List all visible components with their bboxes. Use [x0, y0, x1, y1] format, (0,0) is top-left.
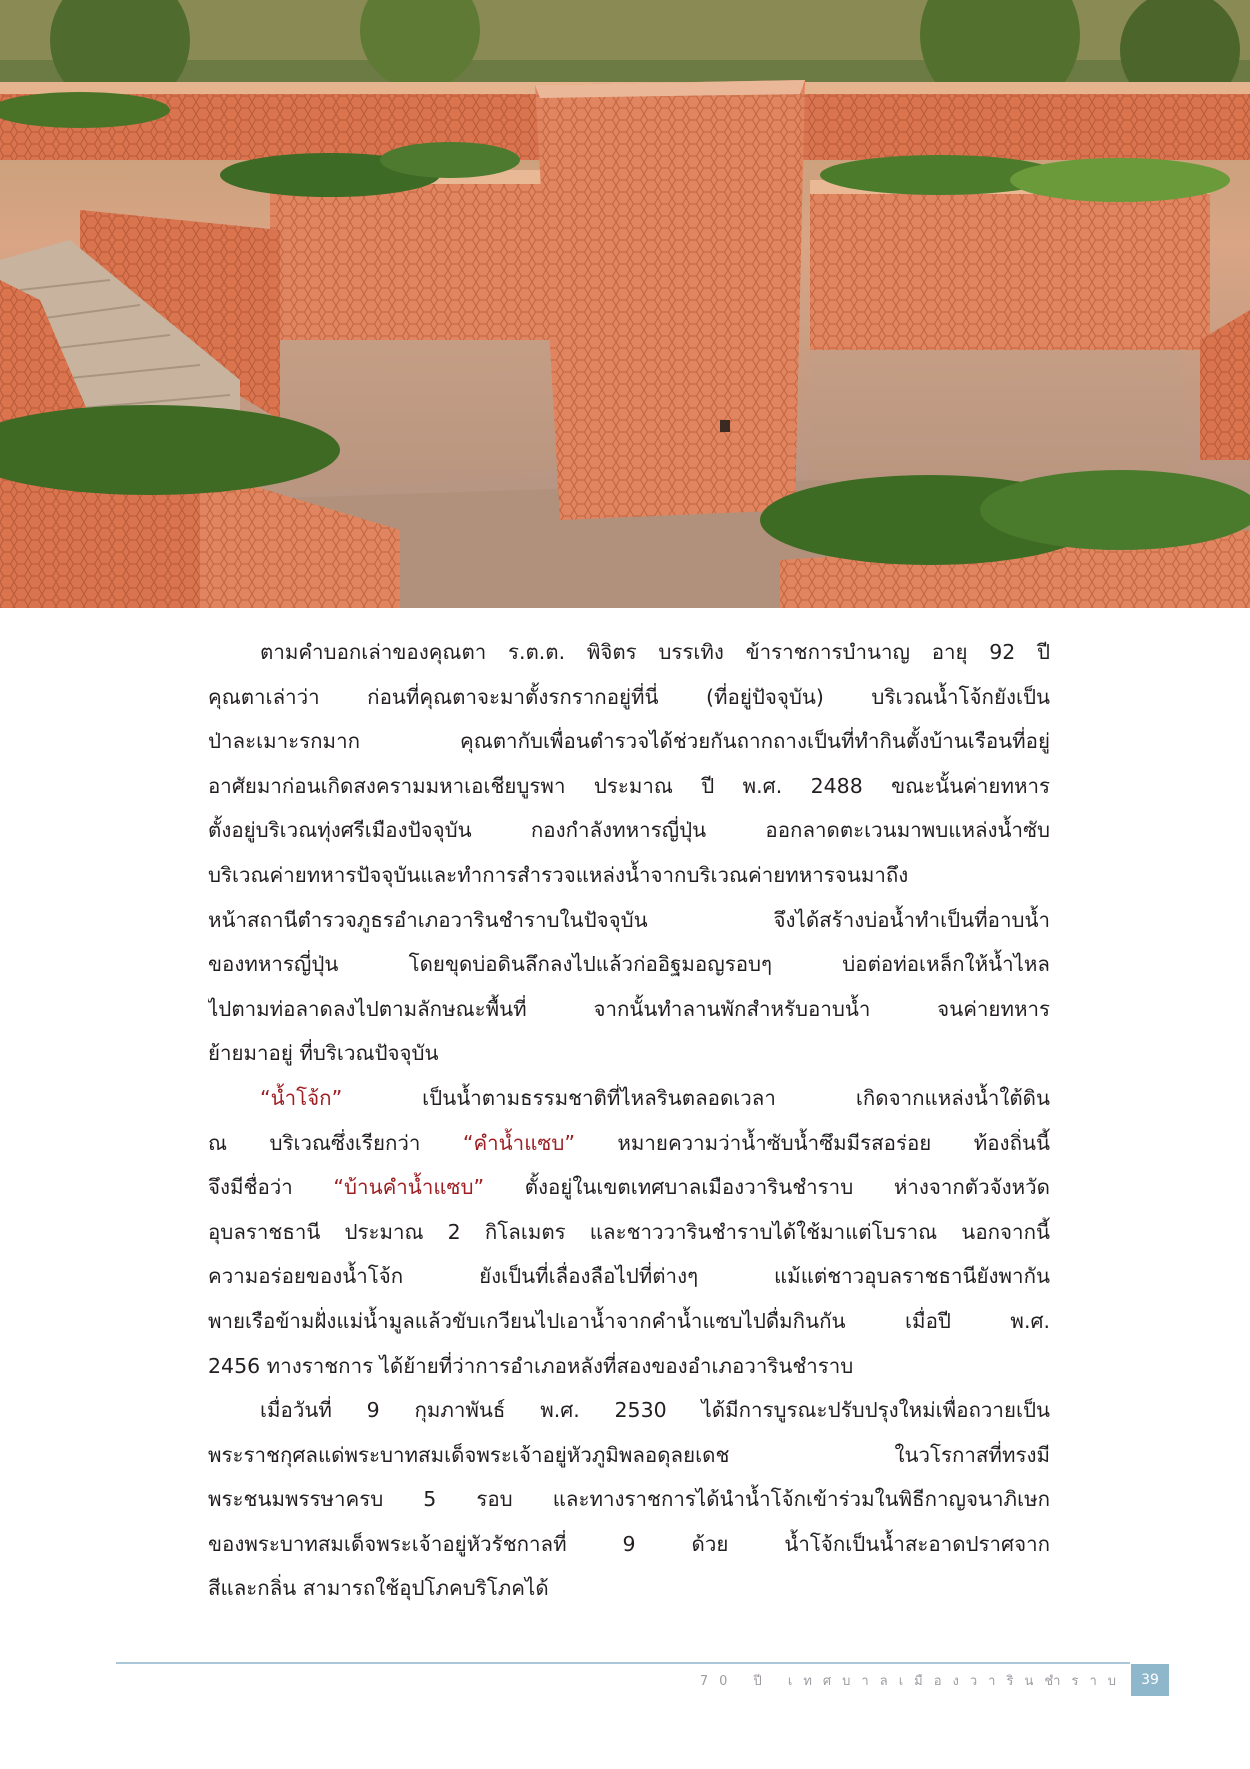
- text-line: พระราชกุศลแด่พระบาทสมเด็จพระเจ้าอยู่หัวภูมิพลอดุลยเดช ในวโรกาสที่ทรงมี: [208, 1442, 1050, 1467]
- page-number: 39: [1131, 1664, 1169, 1696]
- paragraph-2: [208, 1076, 1050, 1388]
- text-span: ณ บริเวณซึ่งเรียกว่า: [208, 1130, 463, 1155]
- text-line: พายเรือข้ามฝั่งแม่น้ำมูลแล้วขับเกวียนไปเอาน้ำจากคำน้ำแซบไปดื่มกินกัน เมื่อปี พ.ศ.: [208, 1308, 1050, 1333]
- text-line: คุณตาเล่าว่า ก่อนที่คุณตาจะมาตั้งรกรากอยู่ที่นี่ (ที่อยู่ปัจจุบัน) บริเวณน้ำโจ้กยังเป็น: [208, 684, 1050, 709]
- text-line: ของพระบาทสมเด็จพระเจ้าอยู่หัวรัชกาลที่ 9 ด้วย น้ำโจ้กเป็นน้ำสะอาดปราศจาก: [208, 1531, 1050, 1556]
- text-line: 2456 ทางราชการ ได้ย้ายที่ว่าการอำเภอหลังที่สองของอำเภอวารินชำราบ: [208, 1353, 854, 1378]
- text-line: [208, 1076, 1050, 1121]
- highlight-term: “น้ำโจ้ก”: [260, 1085, 343, 1110]
- text-line: ความอร่อยของน้ำโจ้ก ยังเป็นที่เลื่องลือไปที่ต่างๆ แม้แต่ชาวอุบลราชธานียังพากัน: [208, 1264, 1050, 1289]
- text-span: หมายความว่าน้ำซับน้ำซึมมีรสอร่อย ท้องถิ่นนี้: [574, 1130, 1050, 1155]
- article-body: [208, 630, 1050, 1611]
- text-span: ตั้งอยู่ในเขตเทศบาลเมืองวารินชำราบ ห่างจากตัวจังหวัด: [484, 1175, 1050, 1200]
- text-line: [208, 1121, 1050, 1166]
- text-line: อาศัยมาก่อนเกิดสงครามมหาเอเชียบูรพา ประมาณ ปี พ.ศ. 2488 ขณะนั้นค่ายทหาร: [208, 773, 1050, 798]
- photo-of-numjok-well-pool: [0, 0, 1250, 608]
- text-line: ไปตามท่อลาดลงไปตามลักษณะพื้นที่ จากนั้นทำลานพักสำหรับอาบน้ำ จนค่ายทหาร: [208, 996, 1050, 1021]
- text-line: พระชนมพรรษาครบ 5 รอบ และทางราชการได้นำน้ำโจ้กเข้าร่วมในพิธีกาญจนาภิเษก: [208, 1487, 1050, 1512]
- text-line: ตั้งอยู่บริเวณทุ่งศรีเมืองปัจจุบัน กองกำลังทหารญี่ปุ่น ออกลาดตะเวนมาพบแหล่งน้ำซับ: [208, 818, 1050, 843]
- text-line: [208, 1165, 1050, 1210]
- footer-running-title: 70 ปี เทศบาลเมืองวารินชำราบ: [699, 1674, 1127, 1689]
- text-line: ย้ายมาอยู่ ที่บริเวณปัจจุบัน: [208, 1041, 439, 1066]
- text-line: ป่าละเมาะรกมาก คุณตากับเพื่อนตำรวจได้ช่วยกันถากถางเป็นที่ทำกินตั้งบ้านเรือนที่อยู่: [208, 729, 1050, 754]
- highlight-term: “คำน้ำแซบ”: [462, 1130, 575, 1155]
- text-line: เมื่อวันที่ 9 กุมภาพันธ์ พ.ศ. 2530 ได้มีการบูรณะปรับปรุงใหม่เพื่อถวายเป็น: [260, 1398, 1050, 1423]
- text-line: หน้าสถานีตำรวจภูธรอำเภอวารินชำราบในปัจจุบัน จึงได้สร้างบ่อน้ำทำเป็นที่อาบน้ำ: [208, 907, 1050, 932]
- highlight-term: “บ้านคำน้ำแซบ”: [333, 1175, 485, 1200]
- text-span: จึงมีชื่อว่า: [208, 1175, 334, 1200]
- paragraph-1: [208, 630, 1050, 1076]
- text-line: สีและกลิ่น สามารถใช้อุปโภคบริโภคได้: [208, 1576, 549, 1601]
- text-span: เป็นน้ำตามธรรมชาติที่ไหลรินตลอดเวลา เกิดจากแหล่งน้ำใต้ดิน: [342, 1085, 1050, 1110]
- text-line: ตามคำบอกเล่าของคุณตา ร.ต.ต. พิจิตร บรรเทิง ข้าราชการบำนาญ อายุ 92 ปี: [260, 640, 1050, 664]
- paragraph-3: [208, 1388, 1050, 1611]
- header-photo: [0, 0, 1250, 608]
- text-line: อุบลราชธานี ประมาณ 2 กิโลเมตร และชาววารินชำราบได้ใช้มาแต่โบราณ นอกจากนี้: [208, 1219, 1050, 1244]
- footer-divider: [116, 1662, 1130, 1664]
- text-line: ของทหารญี่ปุ่น โดยขุดบ่อดินลึกลงไปแล้วก่ออิฐมอญรอบๆ บ่อต่อท่อเหล็กให้น้ำไหล: [208, 952, 1050, 977]
- text-line: บริเวณค่ายทหารปัจจุบันและทำการสำรวจแหล่งน้ำจากบริเวณค่ายทหารจนมาถึง: [208, 862, 909, 887]
